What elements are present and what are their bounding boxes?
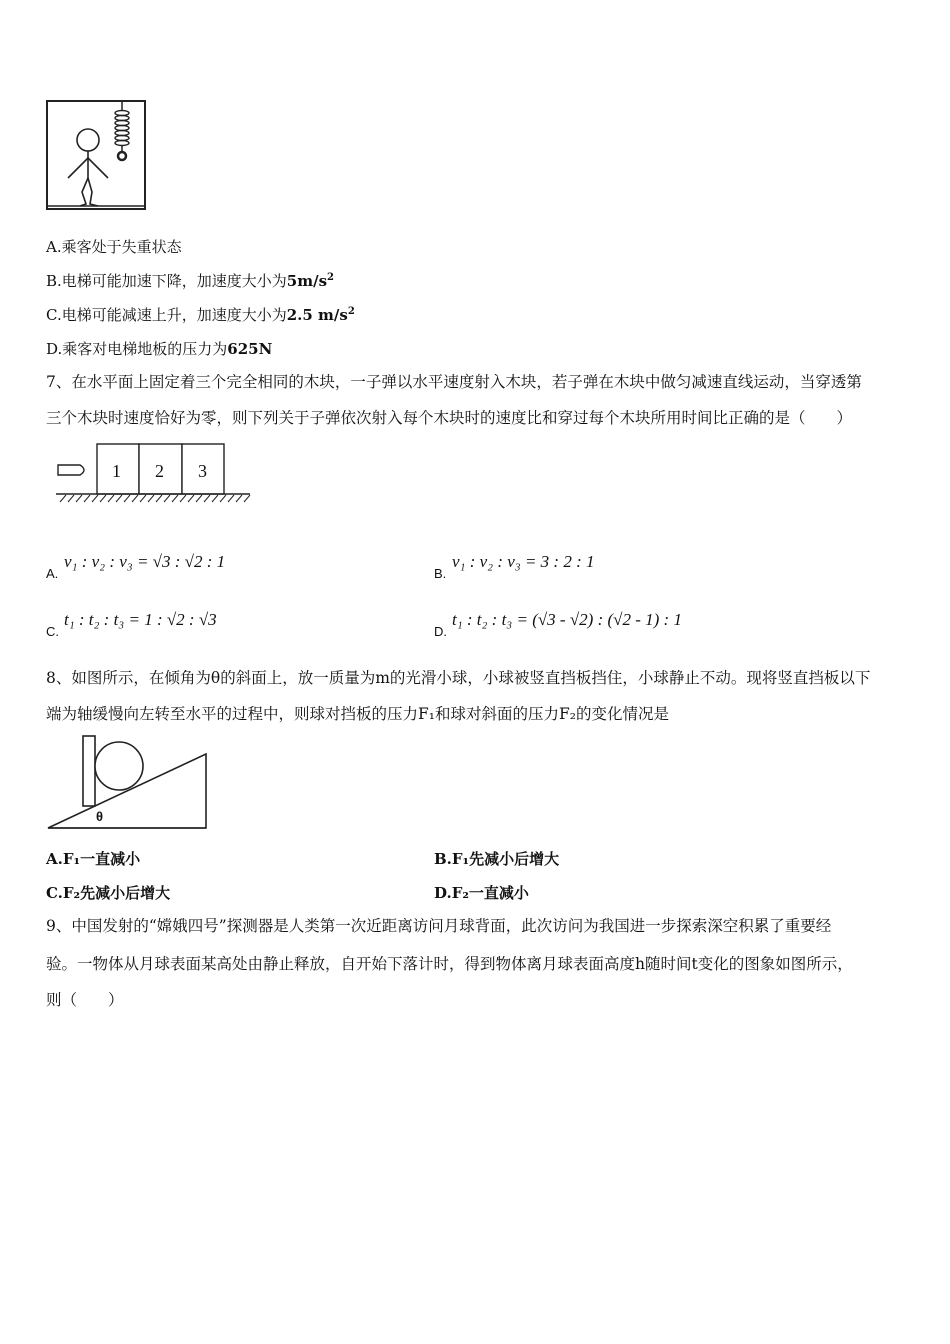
incline-ball-figure (46, 734, 210, 832)
q8-stem-line2: 端为轴缓慢向左转至水平的过程中，则球对挡板的压力F₁和球对斜面的压力F₂的变化情况是 (46, 705, 669, 723)
q7-option-a-label: A. (46, 566, 59, 581)
q6-option-a-text: A.乘客处于失重状态 (46, 238, 182, 256)
q6-option-c-text: C.电梯可能减速上升，加速度大小为 (46, 306, 287, 324)
elevator-figure (46, 100, 150, 212)
bullet-blocks-figure (54, 442, 254, 508)
q6-option-d-value: 625N (227, 340, 273, 358)
q7-option-b-label: B. (434, 566, 447, 581)
q9-stem-line2: 验。一物体从月球表面某高处由静止释放，自开始下落计时，得到物体离月球表面高度h随时间t变化的图象如图所示， (46, 955, 853, 973)
q8-option-b: B.F₁先减小后增大 (434, 850, 560, 868)
q6-option-b-text: B.电梯可能加速下降，加速度大小为 (46, 272, 287, 290)
q6-option-d-text: D.乘客对电梯地板的压力为 (46, 340, 228, 358)
q7-option-d-label: D. (434, 624, 447, 639)
block-2-label: 2 (155, 461, 164, 481)
block-3-label: 3 (198, 461, 207, 481)
q8-option-d: D.F₂一直减小 (434, 884, 529, 902)
q6-option-c: C.电梯可能减速上升，加速度大小为2.5 $m/s^2$ (46, 306, 355, 324)
q6-option-d (46, 338, 272, 359)
q8-option-c: C.F₂先减小后增大 (46, 884, 171, 902)
q7-option-c-formula: t₁ : t₂ : t₃ = 1 : √2 : √3 (64, 610, 217, 629)
q8-stem-line1: 8、如图所示，在倾角为θ的斜面上，放一质量为m的光滑小球，小球被竖直挡板挡住，小球静止不动。现将竖直挡板以下 (46, 669, 871, 687)
q9-stem-line1: 9、中国发射的“嫦娥四号”探测器是人类第一次近距离访问月球背面，此次访问为我国进一步探索深空积累了重要经 (46, 917, 832, 935)
q7-stem-line2: 三个木块时速度恰好为零，则下列关于子弹依次射入每个木块时的速度比和穿过每个木块所用时间比正确的是（ ） (46, 409, 853, 427)
q7-option-d-formula: t₁ : t₂ : t₃ = (√3 - √2) : (√2 - 1) : 1 (452, 610, 682, 629)
q6-option-a (46, 236, 182, 257)
q7-option-b-formula: v₁ : v₂ : v₃ = 3 : 2 : 1 (452, 552, 595, 571)
q7-option-c-label: C. (46, 624, 59, 639)
q7-stem-line1: 7、在水平面上固定着三个完全相同的木块，一子弹以水平速度射入木块，若子弹在木块中做匀减速直线运动，当穿透第 (46, 373, 862, 391)
q7-option-a-formula: v₁ : v₂ : v₃ = √3 : √2 : 1 (64, 552, 226, 571)
q6-option-b-value: 5m/s (286, 272, 328, 290)
q6-option-b: B.电梯可能加速下降，加速度大小为$5m/s^2$ (46, 272, 334, 290)
q6-option-c-value: 2.5 m/s (286, 306, 348, 324)
q8-option-a: A.F₁一直减小 (46, 850, 141, 868)
q9-stem-line3: 则（ ） (46, 991, 124, 1009)
angle-theta-label: θ (96, 809, 104, 824)
block-1-label: 1 (112, 461, 121, 481)
